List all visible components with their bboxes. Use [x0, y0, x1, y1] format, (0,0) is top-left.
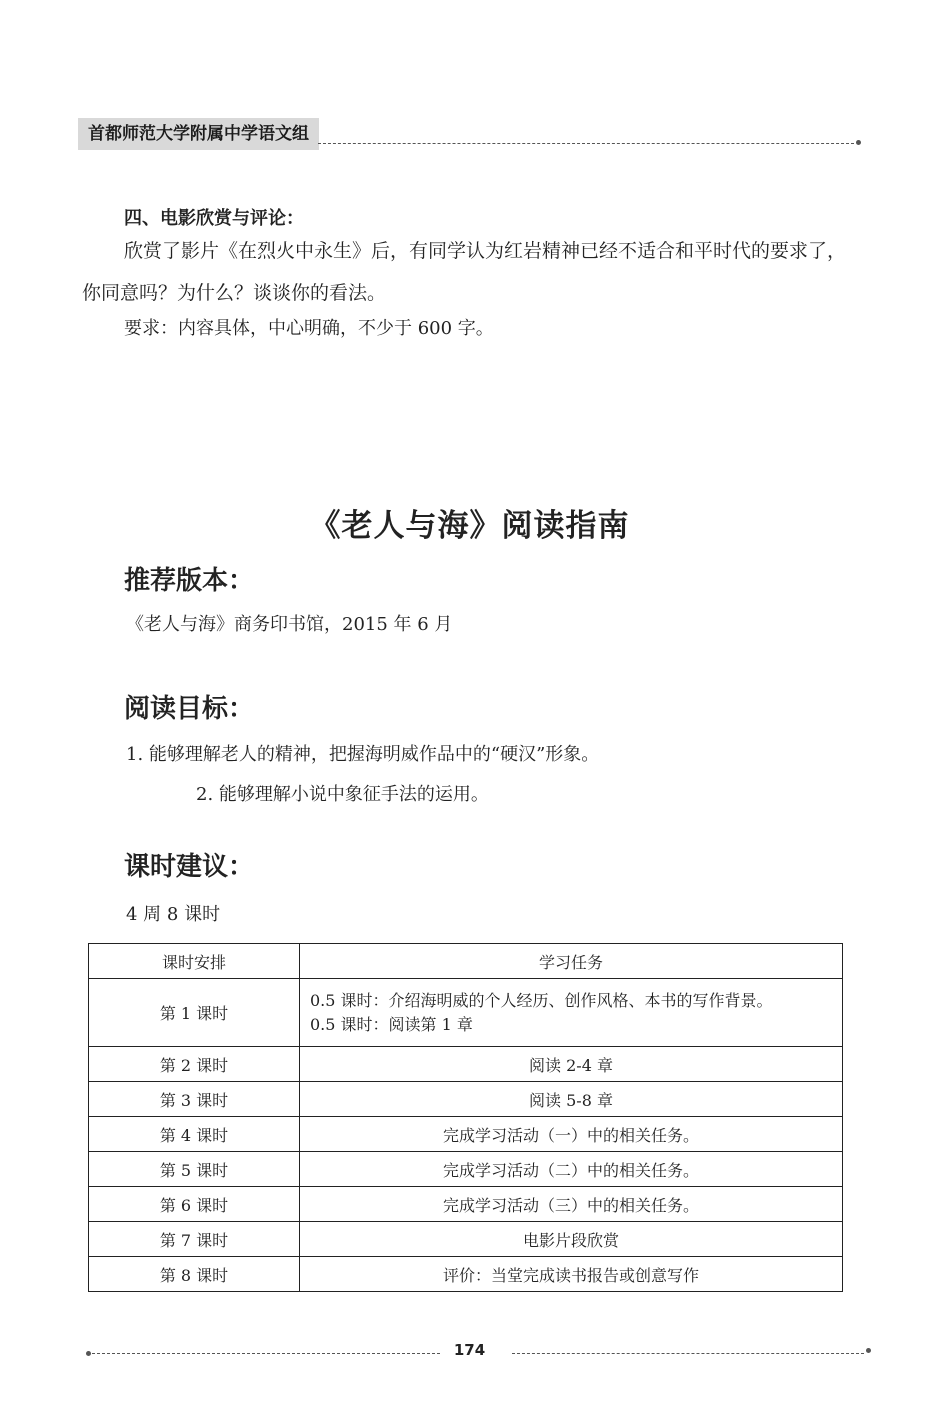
table-header-task: 学习任务	[300, 944, 843, 979]
task-cell: 完成学习活动（三）中的相关任务。	[300, 1187, 843, 1222]
reading-goal-2: 2. 能够理解小说中象征手法的运用。	[196, 784, 489, 805]
page-number: 174	[453, 1341, 486, 1359]
header-group-name: 首都师范大学附属中学语文组	[78, 118, 319, 150]
task-cell: 阅读 2-4 章	[300, 1047, 843, 1082]
table-row	[89, 1047, 843, 1082]
table-row	[89, 1257, 843, 1292]
footer-rule-dot-right	[866, 1348, 871, 1353]
session-cell: 第 8 课时	[89, 1257, 300, 1292]
table-row	[89, 1187, 843, 1222]
recommended-edition-text: 《老人与海》商务印书馆，2015 年 6 月	[126, 614, 453, 635]
task-line: 0.5 课时：介绍海明威的个人经历、创作风格、本书的写作背景。	[310, 990, 773, 1010]
footer-dashed-rule-right	[512, 1353, 864, 1354]
table-row	[89, 1082, 843, 1117]
task-cell: 电影片段欣赏	[300, 1222, 843, 1257]
guide-title: 《老人与海》阅读指南	[309, 508, 630, 544]
session-cell: 第 6 课时	[89, 1187, 300, 1222]
table-header-row	[89, 944, 843, 979]
recommended-edition-heading: 推荐版本：	[124, 566, 255, 596]
schedule-table	[88, 943, 843, 1292]
task-cell: 完成学习活动（二）中的相关任务。	[300, 1152, 843, 1187]
section4-title: 四、电影欣赏与评论：	[124, 208, 304, 229]
table-row	[89, 979, 843, 1047]
table-header-session: 课时安排	[89, 944, 300, 979]
section4-requirement: 要求：内容具体，中心明确，不少于 600 字。	[124, 318, 494, 339]
section4-paragraph-line1: 欣赏了影片《在烈火中永生》后，有同学认为红岩精神已经不适合和平时代的要求了，	[124, 240, 847, 262]
task-cell: 阅读 5-8 章	[300, 1082, 843, 1117]
header-rule-dot	[856, 140, 861, 145]
reading-goals-heading: 阅读目标：	[124, 694, 255, 724]
session-cell: 第 1 课时	[89, 979, 300, 1047]
table-row	[89, 1117, 843, 1152]
task-cell: 评价：当堂完成读书报告或创意写作	[300, 1257, 843, 1292]
section4-paragraph-line2: 你同意吗？为什么？谈谈你的看法。	[82, 282, 387, 304]
schedule-summary: 4 周 8 课时	[126, 904, 221, 925]
task-line: 0.5 课时：阅读第 1 章	[310, 1014, 473, 1034]
table-row	[89, 1152, 843, 1187]
session-cell: 第 2 课时	[89, 1047, 300, 1082]
session-cell: 第 5 课时	[89, 1152, 300, 1187]
task-cell	[300, 979, 843, 1047]
session-cell: 第 4 课时	[89, 1117, 300, 1152]
session-cell: 第 7 课时	[89, 1222, 300, 1257]
task-cell: 完成学习活动（一）中的相关任务。	[300, 1117, 843, 1152]
schedule-heading: 课时建议：	[124, 852, 255, 882]
table-row	[89, 1222, 843, 1257]
session-cell: 第 3 课时	[89, 1082, 300, 1117]
header-dashed-rule	[318, 143, 854, 144]
reading-goal-1: 1. 能够理解老人的精神，把握海明威作品中的“硬汉”形象。	[126, 744, 600, 765]
